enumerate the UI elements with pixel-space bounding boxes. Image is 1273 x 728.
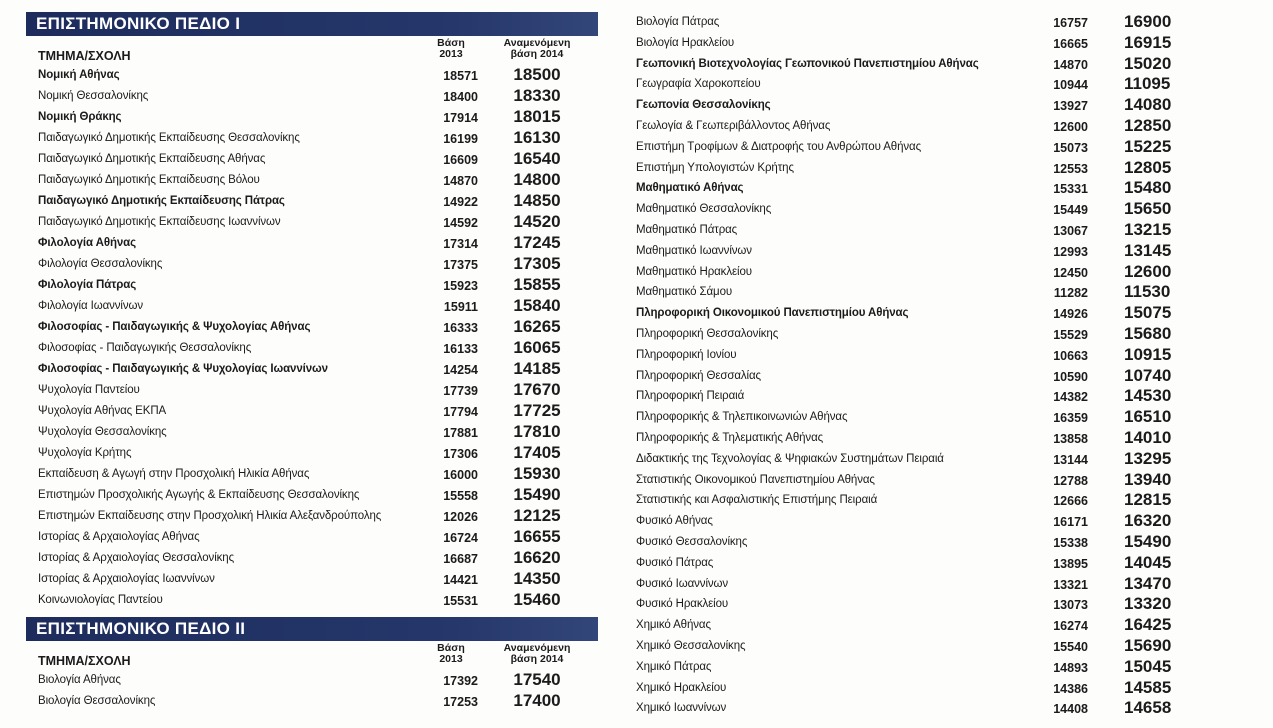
base-2013-value: 16757 [1053,16,1088,30]
expected-2014-value: 15490 [1124,531,1172,551]
base-2013-value: 16000 [443,468,478,482]
department-name: Γεωπονία Θεσσαλονίκης [636,99,771,112]
expected-2014-value: 10915 [1124,344,1172,364]
base-2013-header [426,38,476,60]
department-name: Μαθηματικό Ηρακλείου [636,265,752,278]
expected-2014-value: 13295 [1124,448,1172,468]
department-name: Πληροφορική Ιονίου [636,348,737,361]
base-2013-value: 12666 [1053,494,1088,509]
base-2013-value: 12553 [1053,161,1088,176]
table-row [26,691,598,712]
base-2013-value: 16724 [443,531,478,545]
department-name: Φιλολογία Πάτρας [38,279,137,291]
expected-2014-value: 11095 [1124,74,1171,94]
base-2013-header [426,643,476,665]
table-row [632,698,1232,719]
base-2013-value: 14870 [1053,57,1088,72]
department-name: Φυσικό Θεσσαλονίκης [636,535,748,548]
expected-2014-value: 18330 [513,86,561,105]
expected-2014-value: 11530 [1124,282,1171,302]
expected-2014-value: 14010 [1124,427,1172,447]
expected-2014-header [492,643,582,665]
department-name: Στατιστικής Οικονομικού Πανεπιστημίου Αθήνας [636,473,875,486]
table-row [632,678,1232,699]
base-2013-value: 16199 [443,132,478,146]
table-row [632,449,1232,470]
department-name: Φυσικό Πάτρας [636,556,714,569]
base-2013-value: 15073 [1053,140,1088,155]
department-name: Ιστορίας & Αρχαιολογίας Αθήνας [38,531,200,543]
base-2013-value: 14922 [443,195,478,209]
table-row [632,303,1232,324]
table-row [26,254,598,275]
expected-header-line1: Αναμενόμενη [503,37,571,49]
base-2013-value: 16687 [443,552,478,566]
table-row [632,199,1232,220]
table-row [26,212,598,233]
table-header-field-1 [26,36,598,65]
base-2013-value: 15529 [1053,327,1088,342]
expected-header-line2: βάση 2014 [510,48,564,60]
base-2013-value: 14254 [443,363,478,377]
table-row [632,532,1232,553]
table-row [632,345,1232,366]
table-row [632,490,1232,511]
base-2013-value: 17392 [443,674,478,688]
expected-2014-value: 16510 [1124,407,1172,427]
expected-2014-value: 17810 [513,422,561,441]
table-row [632,178,1232,199]
base-2013-value: 15338 [1053,535,1088,550]
expected-2014-value: 13320 [1124,594,1172,614]
base-2013-value: 15449 [1053,203,1088,218]
department-name: Πληροφορικής & Τηλεπικοινωνιών Αθήνας [636,411,848,424]
base-2013-value: 13927 [1053,99,1088,114]
base-2013-value: 16171 [1053,515,1088,530]
department-name: Ψυχολογία Παντείου [38,384,140,396]
table-row [632,594,1232,615]
base-2013-value: 14386 [1053,681,1088,696]
table-row [632,470,1232,491]
table-row [632,95,1232,116]
department-name: Επιστημών Προσχολικής Αγωγής & Εκπαίδευσης Θεσσαλονίκης [38,489,360,501]
department-name: Παιδαγωγικό Δημοτικής Εκπαίδευσης Αθήνας [38,153,266,165]
table-row [26,464,598,485]
table-row [26,233,598,254]
base-2013-value: 16274 [1053,619,1088,634]
department-name: Χημικό Ηρακλείου [636,681,727,694]
department-name: Πληροφορική Θεσσαλονίκης [636,327,779,340]
department-name: Επιστήμη Υπολογιστών Κρήτης [636,161,794,174]
department-name: Μαθηματικό Αθήνας [636,182,744,195]
base-2013-value: 17375 [443,258,478,272]
table-row [632,116,1232,137]
department-name: Ιστορίας & Αρχαιολογίας Ιωαννίνων [38,573,215,585]
expected-2014-value: 17245 [513,233,561,252]
table-row [632,407,1232,428]
table-row [632,158,1232,179]
table-row [632,574,1232,595]
expected-2014-header [492,38,582,60]
expected-2014-value: 12850 [1124,115,1172,135]
expected-2014-value: 13145 [1124,240,1172,260]
base-2013-value: 14870 [443,174,478,188]
base-2013-value: 15911 [443,300,478,314]
base-header-line2: 2013 [439,653,463,665]
expected-2014-value: 15690 [1124,635,1172,655]
base-2013-value: 13144 [1053,452,1088,467]
base-2013-value: 13321 [1053,577,1088,592]
expected-2014-value: 14520 [513,212,561,231]
expected-2014-value: 12125 [513,506,561,525]
base-header-line1: Βάση [437,642,465,654]
department-name: Παιδαγωγικό Δημοτικής Εκπαίδευσης Ιωαννίνων [38,216,281,228]
base-2013-value: 18400 [443,90,478,104]
table-row [632,428,1232,449]
department-name: Φιλολογία Θεσσαλονίκης [38,258,163,270]
expected-2014-value: 12805 [1124,157,1172,177]
department-name: Μαθηματικό Σάμου [636,286,733,299]
department-name: Φυσικό Ηρακλείου [636,598,729,611]
table-row [632,33,1232,54]
expected-2014-value: 12815 [1124,490,1172,510]
base-2013-value: 12600 [1053,119,1088,134]
expected-2014-value: 18015 [513,107,561,126]
base-2013-value: 13067 [1053,223,1088,238]
expected-2014-value: 16915 [1124,32,1172,52]
base-2013-value: 17253 [443,695,478,709]
base-header-line2: 2013 [439,48,463,60]
table-row [632,636,1232,657]
expected-2014-value: 16620 [513,548,561,567]
table-row [632,220,1232,241]
base-2013-value: 16333 [443,321,478,335]
table-row [26,485,598,506]
department-name: Φιλολογία Ιωαννίνων [38,300,144,312]
department-name: Φιλοσοφίας - Παιδαγωγικής Θεσσαλονίκης [38,342,252,354]
table-row [26,422,598,443]
table-row [632,615,1232,636]
section-banner-field-1: ΕΠΙΣΤΗΜΟΝΙΚΟ ΠΕΔΙΟ Ι [26,12,598,36]
expected-2014-value: 15680 [1124,323,1172,343]
department-name: Πληροφορική Πειραιά [636,390,745,403]
expected-2014-value: 15855 [513,275,561,294]
base-2013-value: 15331 [1053,182,1088,197]
expected-2014-value: 16540 [513,149,561,168]
department-name: Γεωλογία & Γεωπεριβάλλοντος Αθήνας [636,119,831,132]
department-name: Επιστημών Εκπαίδευσης στην Προσχολική Ηλικία Αλεξανδρούπολης [38,510,382,522]
table-field-2 [26,670,598,712]
expected-2014-value: 16065 [513,338,561,357]
department-name: Βιολογία Θεσσαλονίκης [38,695,156,707]
base-2013-value: 17794 [443,405,478,419]
expected-2014-value: 17405 [513,443,561,462]
base-2013-value: 14592 [443,216,478,230]
table-row [632,262,1232,283]
table-row [26,149,598,170]
department-name: Νομική Θεσσαλονίκης [38,90,149,102]
expected-2014-value: 15930 [513,464,561,483]
table-row [26,107,598,128]
department-header: ΤΜΗΜΑ/ΣΧΟΛΗ [38,49,131,63]
department-header: ΤΜΗΜΑ/ΣΧΟΛΗ [38,654,131,668]
expected-2014-value: 14658 [1124,698,1172,718]
expected-2014-value: 14350 [513,569,561,588]
department-name: Παιδαγωγικό Δημοτικής Εκπαίδευσης Πάτρας [38,195,285,207]
expected-header-line1: Αναμενόμενη [503,642,571,654]
department-name: Γεωγραφία Χαροκοπείου [636,78,761,91]
department-name: Κοινωνιολογίας Παντείου [38,594,163,606]
expected-2014-value: 13215 [1124,219,1172,239]
table-row [632,386,1232,407]
expected-2014-value: 14585 [1124,677,1172,697]
table-header-field-2 [26,641,598,670]
table-row [632,241,1232,262]
base-2013-value: 17739 [443,384,478,398]
department-name: Μαθηματικό Πάτρας [636,223,738,236]
department-name: Βιολογία Ηρακλείου [636,36,735,49]
department-name: Χημικό Ιωαννίνων [636,702,727,715]
department-name: Μαθηματικό Θεσσαλονίκης [636,203,772,216]
base-2013-value: 17881 [443,426,478,440]
department-name: Ψυχολογία Αθήνας ΕΚΠΑ [38,405,167,417]
table-row [26,443,598,464]
table-row [26,506,598,527]
base-2013-value: 17914 [443,111,478,125]
expected-2014-value: 14080 [1124,95,1172,115]
department-name: Χημικό Πάτρας [636,660,712,673]
department-name: Μαθηματικό Ιωαννίνων [636,244,752,257]
table-row [632,137,1232,158]
base-2013-value: 12026 [443,510,478,524]
expected-2014-value: 17725 [513,401,561,420]
expected-2014-value: 15020 [1124,53,1172,73]
expected-2014-value: 15045 [1124,656,1172,676]
department-name: Παιδαγωγικό Δημοτικής Εκπαίδευσης Βόλου [38,174,260,186]
base-2013-value: 17306 [443,447,478,461]
department-name: Φιλοσοφίας - Παιδαγωγικής & Ψυχολογίας Ιωαννίνων [38,363,328,375]
table-row [632,12,1232,33]
expected-2014-value: 15460 [513,590,561,609]
base-2013-value: 15923 [443,279,478,293]
expected-header-line2: βάση 2014 [510,653,564,665]
table-field-1 [26,65,598,611]
department-name: Φιλοσοφίας - Παιδαγωγικής & Ψυχολογίας Αθήνας [38,321,311,333]
expected-2014-value: 14185 [513,359,561,378]
base-2013-value: 14893 [1053,660,1088,675]
table-row [632,282,1232,303]
left-column [26,0,598,712]
expected-2014-value: 16265 [513,317,561,336]
table-row [632,54,1232,75]
right-column [632,12,1232,719]
department-name: Βιολογία Αθήνας [38,674,121,686]
department-name: Βιολογία Πάτρας [636,16,720,28]
base-2013-value: 14926 [1053,307,1088,322]
expected-2014-value: 15480 [1124,178,1172,198]
department-name: Φιλολογία Αθήνας [38,237,137,249]
table-row [26,128,598,149]
section-banner-field-2: ΕΠΙΣΤΗΜΟΝΙΚΟ ΠΕΔΙΟ ΙΙ [26,617,598,641]
base-2013-value: 14421 [443,573,478,587]
expected-2014-value: 18500 [513,65,561,84]
expected-2014-value: 16130 [513,128,561,147]
expected-2014-value: 17540 [513,670,561,689]
expected-2014-value: 14800 [513,170,561,189]
table-row [26,65,598,86]
department-name: Παιδαγωγικό Δημοτικής Εκπαίδευσης Θεσσαλονίκης [38,132,300,144]
department-name: Νομική Θράκης [38,111,122,123]
department-name: Χημικό Αθήνας [636,619,711,632]
department-name: Φυσικό Ιωαννίνων [636,577,729,590]
base-2013-value: 11282 [1053,286,1088,301]
base-2013-value: 10944 [1053,78,1088,93]
expected-2014-value: 16655 [513,527,561,546]
expected-2014-value: 17305 [513,254,561,273]
expected-2014-value: 16425 [1124,615,1172,635]
table-row [26,296,598,317]
department-name: Επιστήμη Τροφίμων & Διατροφής του Ανθρώπου Αθήνας [636,140,922,153]
base-2013-value: 18571 [443,69,478,83]
base-2013-value: 14382 [1053,390,1088,405]
table-field-2-continued [632,12,1232,719]
expected-2014-value: 15650 [1124,199,1172,219]
base-2013-value: 16133 [443,342,478,356]
department-name: Πληροφορική Οικονομικού Πανεπιστημίου Αθήνας [636,307,909,320]
expected-2014-value: 15225 [1124,136,1172,156]
expected-2014-value: 10740 [1124,365,1172,385]
department-name: Πληροφορική Θεσσαλίας [636,369,761,382]
department-name: Νομική Αθήνας [38,69,120,81]
base-2013-value: 12450 [1053,265,1088,280]
department-name: Εκπαίδευση & Αγωγή στην Προσχολική Ηλικία Αθήνας [38,468,310,480]
expected-2014-value: 16900 [1124,12,1172,31]
table-row [26,317,598,338]
table-row [26,170,598,191]
table-row [26,569,598,590]
expected-2014-value: 17670 [513,380,561,399]
table-row [26,380,598,401]
base-2013-value: 12993 [1053,244,1088,259]
table-row [26,359,598,380]
expected-2014-value: 14045 [1124,552,1172,572]
department-name: Γεωπονική Βιοτεχνολογίας Γεωπονικού Πανεπιστημίου Αθήνας [636,57,979,70]
table-row [26,401,598,422]
base-2013-value: 10590 [1053,369,1088,384]
department-name: Φυσικό Αθήνας [636,515,713,528]
base-2013-value: 15540 [1053,639,1088,654]
table-row [26,86,598,107]
table-row [26,275,598,296]
table-row [26,191,598,212]
expected-2014-value: 15490 [513,485,561,504]
table-row [632,553,1232,574]
expected-2014-value: 13470 [1124,573,1172,593]
base-2013-value: 16359 [1053,411,1088,426]
expected-2014-value: 13940 [1124,469,1172,489]
base-2013-value: 10663 [1053,348,1088,363]
department-name: Στατιστικής και Ασφαλιστικής Επιστήμης Πειραιά [636,494,878,507]
expected-2014-value: 14850 [513,191,561,210]
department-name: Διδακτικής της Τεχνολογίας & Ψηφιακών Συστημάτων Πειραιά [636,452,944,465]
table-row [632,657,1232,678]
expected-2014-value: 17400 [513,691,561,710]
expected-2014-value: 16320 [1124,511,1172,531]
expected-2014-value: 15075 [1124,303,1172,323]
table-row [26,338,598,359]
table-row [632,366,1232,387]
table-row [632,511,1232,532]
table-row [26,590,598,611]
expected-2014-value: 12600 [1124,261,1172,281]
expected-2014-value: 14530 [1124,386,1172,406]
base-2013-value: 13895 [1053,556,1088,571]
base-2013-value: 16665 [1053,36,1088,51]
base-2013-value: 14408 [1053,702,1088,717]
base-2013-value: 15558 [443,489,478,503]
base-2013-value: 13858 [1053,431,1088,446]
base-2013-value: 17314 [443,237,478,251]
department-name: Ψυχολογία Θεσσαλονίκης [38,426,167,438]
department-name: Ιστορίας & Αρχαιολογίας Θεσσαλονίκης [38,552,235,564]
department-name: Ψυχολογία Κρήτης [38,447,132,459]
base-2013-value: 15531 [443,594,478,608]
table-row [26,548,598,569]
table-row [632,324,1232,345]
base-header-line1: Βάση [437,37,465,49]
department-name: Χημικό Θεσσαλονίκης [636,639,746,652]
expected-2014-value: 15840 [513,296,561,315]
table-row [26,527,598,548]
base-2013-value: 13073 [1053,598,1088,613]
base-2013-value: 12788 [1053,473,1088,488]
department-name: Πληροφορικής & Τηλεματικής Αθήνας [636,431,824,444]
table-row [632,74,1232,95]
table-row [26,670,598,691]
base-2013-value: 16609 [443,153,478,167]
